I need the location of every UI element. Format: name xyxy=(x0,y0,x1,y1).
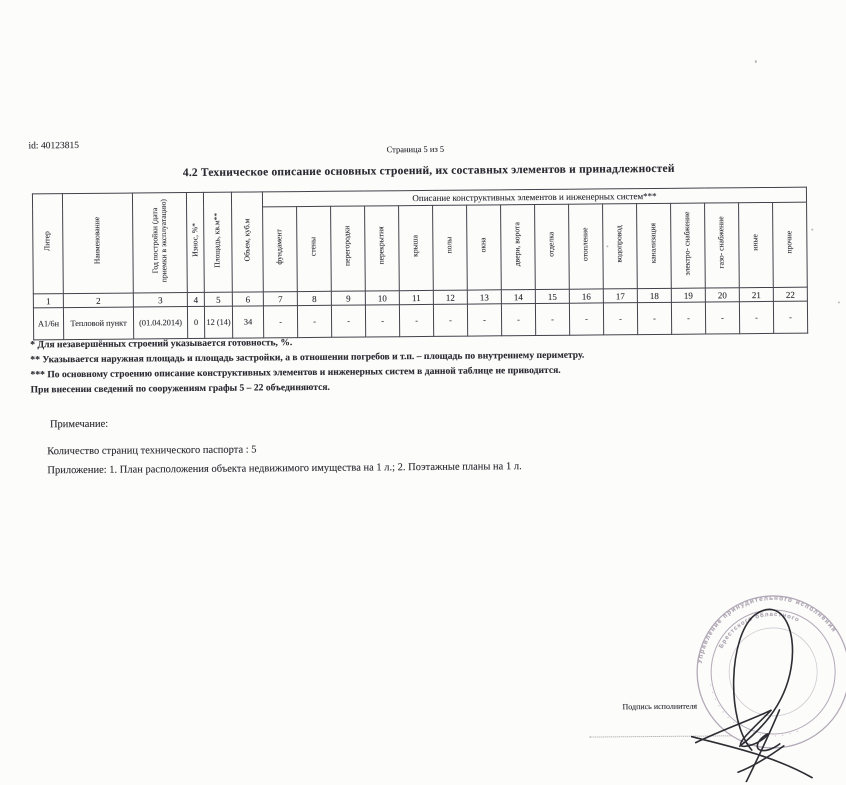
col-num-15: 15 xyxy=(535,289,569,303)
col-header-21: иные xyxy=(739,202,774,287)
cell-element-12: - xyxy=(433,304,467,336)
attachments-line: Приложение: 1. План расположения объекта недвижимого имущества на 1 л.; 2. Поэтажные планы на 1 л. xyxy=(47,461,522,477)
cell-element-10: - xyxy=(365,305,399,337)
cell-year-built: (01.04.2014) xyxy=(133,307,187,339)
cell-element-16: - xyxy=(569,303,603,335)
col-header-9: перегородки xyxy=(331,206,366,291)
stamp-and-signature xyxy=(632,559,846,783)
col-header-14: двери, ворота xyxy=(501,204,536,289)
cell-element-11: - xyxy=(399,304,433,336)
scan-speck xyxy=(606,245,608,247)
col-num-12: 12 xyxy=(433,290,467,304)
col-num-18: 18 xyxy=(637,288,671,302)
cell-liter: А1/6н xyxy=(33,308,63,340)
col-num-20: 20 xyxy=(705,288,739,302)
col-num-13: 13 xyxy=(467,290,501,304)
section-title: 4.2 Техническое описание основных строений, их составных элементов и принадлежностей xyxy=(182,162,675,180)
col-header-15: отделка xyxy=(535,204,570,289)
col-num-17: 17 xyxy=(603,289,637,303)
footnote-1: * Для незавершённых строений указывается готовность, %. xyxy=(30,337,293,351)
col-num-19: 19 xyxy=(671,288,705,302)
col-header-10: перекрытия xyxy=(365,206,400,291)
col-num-10: 10 xyxy=(365,291,399,305)
cell-element-13: - xyxy=(467,304,501,336)
group-header: Описание конструктивных элементов и инженерных систем*** xyxy=(262,187,806,207)
col-header-13: окна xyxy=(467,205,502,290)
cell-name: Тепловой пункт xyxy=(63,307,133,340)
document-id: id: 40123815 xyxy=(28,140,79,152)
col-header-19: электро- снабжение xyxy=(671,203,706,288)
cell-area: 12 (14) xyxy=(204,306,232,338)
col-num-9: 9 xyxy=(331,291,365,305)
col-header-8: стены xyxy=(297,206,332,291)
col-num-6: 6 xyxy=(232,292,263,306)
cell-element-8: - xyxy=(297,305,331,337)
cell-element-7: - xyxy=(263,306,297,338)
col-header-16: отопление xyxy=(569,204,604,289)
col-num-16: 16 xyxy=(569,289,603,303)
col-header-1: Литер xyxy=(32,194,63,294)
col-num-4: 4 xyxy=(187,292,204,306)
cell-element-17: - xyxy=(603,303,637,335)
col-header-2: Наименование xyxy=(62,193,133,294)
cell-element-21: - xyxy=(739,301,773,333)
executor-signature-label: Подпись исполнителя xyxy=(622,701,698,712)
col-num-21: 21 xyxy=(739,287,773,301)
col-num-3: 3 xyxy=(133,293,187,307)
svg-text:Брестского областного: Брестского областного xyxy=(718,611,801,650)
scan-speck xyxy=(838,301,840,303)
page-indicator: Страница 5 из 5 xyxy=(386,143,445,155)
svg-text:Управление принудительного исп: Управление принудительного исполнения xyxy=(696,594,838,664)
col-header-18: канализация xyxy=(637,203,672,288)
cell-element-14: - xyxy=(501,304,535,336)
cell-element-19: - xyxy=(671,302,705,334)
col-header-12: полы xyxy=(433,205,468,290)
col-num-2: 2 xyxy=(63,293,133,308)
col-header-7: фундамент xyxy=(263,206,298,291)
pages-count-line: Количество страниц технического паспорта : 5 xyxy=(47,444,257,458)
col-num-1: 1 xyxy=(33,294,63,308)
cell-element-18: - xyxy=(637,302,671,334)
cell-volume: 34 xyxy=(232,306,263,338)
footnote-3: *** По основному строению описание конструктивных элементов и инженерных систем в данной таблице не приводится. xyxy=(30,364,561,381)
col-num-11: 11 xyxy=(399,290,433,304)
footnote-4: При внесении сведений по сооружениям графы 5 – 22 объединяются. xyxy=(30,381,330,396)
col-header-6: Объем, куб.м xyxy=(231,192,263,292)
svg-text:· · · · · · · · · · · · · · ·: · · · · · · · · · · · · · · · · xyxy=(706,683,802,740)
col-num-8: 8 xyxy=(297,291,331,305)
col-header-11: крыша xyxy=(399,205,434,290)
col-header-17: водопровод xyxy=(603,204,638,289)
scan-speck xyxy=(811,229,813,231)
col-num-22: 22 xyxy=(773,287,807,301)
col-header-4: Износ, %* xyxy=(186,192,204,292)
footnotes-block xyxy=(30,331,810,398)
col-header-3: Год постройки (дата приемки в эксплуатацию) xyxy=(132,193,187,293)
cell-wear: 0 xyxy=(187,306,204,338)
technical-description-table xyxy=(32,187,808,341)
col-header-22: прочие xyxy=(773,202,808,287)
col-num-5: 5 xyxy=(204,292,232,306)
official-stamp-icon xyxy=(632,559,846,783)
footnote-2: ** Указывается наружная площадь и площадь застройки, а в отношении погребов и т.п. – площадь по внутреннему периметру. xyxy=(30,349,585,366)
col-num-7: 7 xyxy=(263,292,297,306)
cell-element-9: - xyxy=(331,305,365,337)
note-label: Примечание: xyxy=(49,418,109,431)
scan-speck xyxy=(755,60,757,63)
col-header-20: газо- снабжение xyxy=(705,203,740,288)
cell-element-22: - xyxy=(773,301,807,333)
col-num-14: 14 xyxy=(501,290,535,304)
col-header-5: Площадь, кв.м** xyxy=(203,192,232,292)
cell-element-15: - xyxy=(535,303,569,335)
cell-element-20: - xyxy=(705,302,739,334)
